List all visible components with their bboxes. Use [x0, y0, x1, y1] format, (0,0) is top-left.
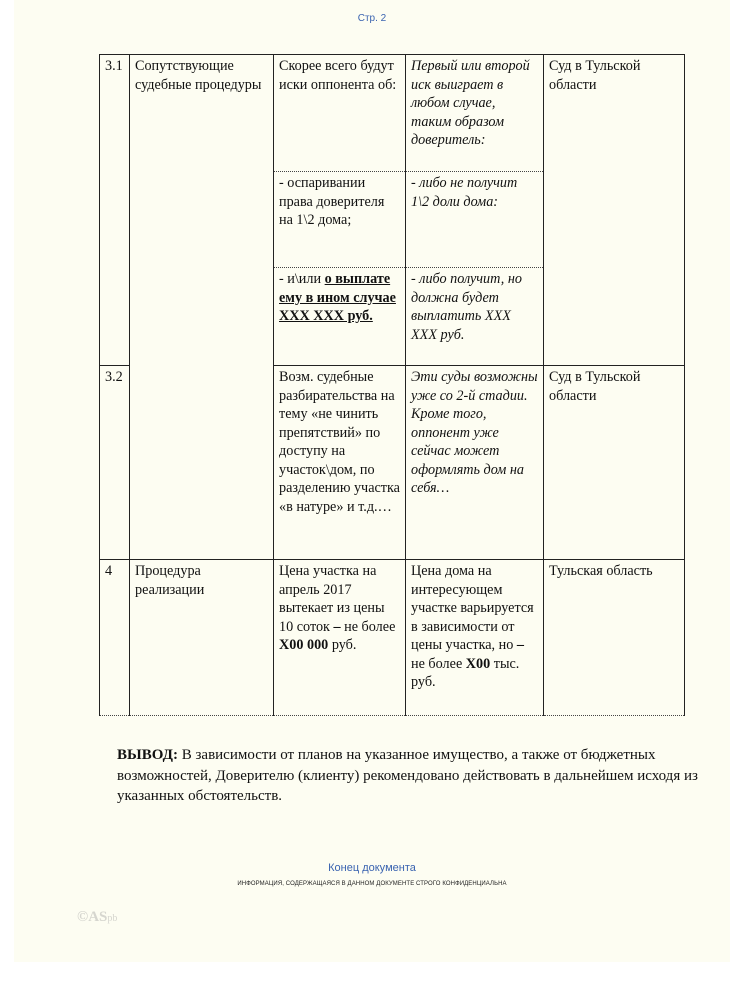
court-cell-empty: [544, 172, 685, 268]
table-row: [100, 560, 685, 716]
description-cell: - оспаривании права доверителя на 1\2 дома;: [274, 172, 406, 268]
table-row: [100, 55, 685, 172]
text-part: тыс. руб.: [411, 655, 520, 690]
analysis-table: [99, 54, 685, 716]
description-cell: Скорее всего будут иски оппонента об:: [274, 55, 406, 172]
document-page: [14, 0, 730, 962]
row-number-empty: [100, 268, 130, 366]
description-prefix: - и\или: [279, 271, 325, 287]
description-cell: [274, 268, 406, 366]
procedure-cell: Процедура реализации: [130, 560, 274, 716]
text-part: Цена дома на интересующем участке варьируется в зависимости от цены участка, но: [411, 563, 534, 653]
description-cell: [274, 560, 406, 716]
court-cell-empty: [544, 268, 685, 366]
conclusion-paragraph: [117, 745, 702, 807]
description-cell: Возм. судебные разбирательства на тему «не чинить препятствий» по доступу на участок\дом, по разделению участка «в натуре» и т.д.…: [274, 366, 406, 560]
text-part: Цена участка на апрель 2017 вытекает из цены 10 соток: [279, 563, 385, 635]
conclusion-text: В зависимости от планов на указанное имущество, а также от бюджетных возможностей, Доверителю (клиенту) рекомендовано действовать в дальнейшем исходя из указанных обстоятельств.: [117, 747, 698, 804]
price-value: X00: [465, 655, 491, 672]
text-part: руб.: [328, 637, 357, 653]
court-cell: Суд в Тульской области: [544, 366, 685, 560]
description-emphasis: о выплате ему в ином случае XXX XXX руб.: [279, 271, 396, 324]
row-number: 3.1: [100, 55, 130, 172]
page-number: Стр. 2: [357, 13, 387, 24]
text-part: не более: [411, 655, 466, 672]
court-cell: Суд в Тульской области: [544, 55, 685, 172]
confidential-notice: ИНФОРМАЦИЯ, СОДЕРЖАЩАЯСЯ В ДАННОМ ДОКУМЕНТЕ СТРОГО КОНФИДЕНЦИАЛЬНА: [237, 881, 507, 887]
watermark-sub: pb: [107, 913, 118, 924]
text-dash: –: [516, 637, 524, 653]
consequence-cell: Первый или второй иск выиграет в любом случае, таким образом доверитель:: [406, 55, 544, 172]
row-number-empty: [100, 172, 130, 268]
watermark-main: ©AS: [77, 909, 108, 925]
procedure-cell: Сопутствующие судебные процедуры: [130, 55, 274, 560]
court-cell: Тульская область: [544, 560, 685, 716]
consequence-cell: [406, 560, 544, 716]
conclusion-label: ВЫВОД:: [117, 747, 178, 763]
end-of-document: Конец документа: [328, 862, 416, 874]
consequence-cell: - либо получит, но должна будет выплатить XXX XXX руб.: [406, 268, 544, 366]
row-number: 3.2: [100, 366, 130, 560]
watermark-logo: [77, 909, 117, 926]
text-part: не более: [340, 618, 396, 635]
price-value: X00 000: [279, 637, 329, 653]
consequence-cell: Эти суды возможны уже со 2-й стадии. Кроме того, оппонент уже сейчас может оформлять дом на себя…: [406, 366, 544, 560]
consequence-cell: - либо не получит 1\2 доли дома:: [406, 172, 544, 268]
row-number: 4: [100, 560, 130, 716]
text-dash: –: [333, 618, 341, 635]
